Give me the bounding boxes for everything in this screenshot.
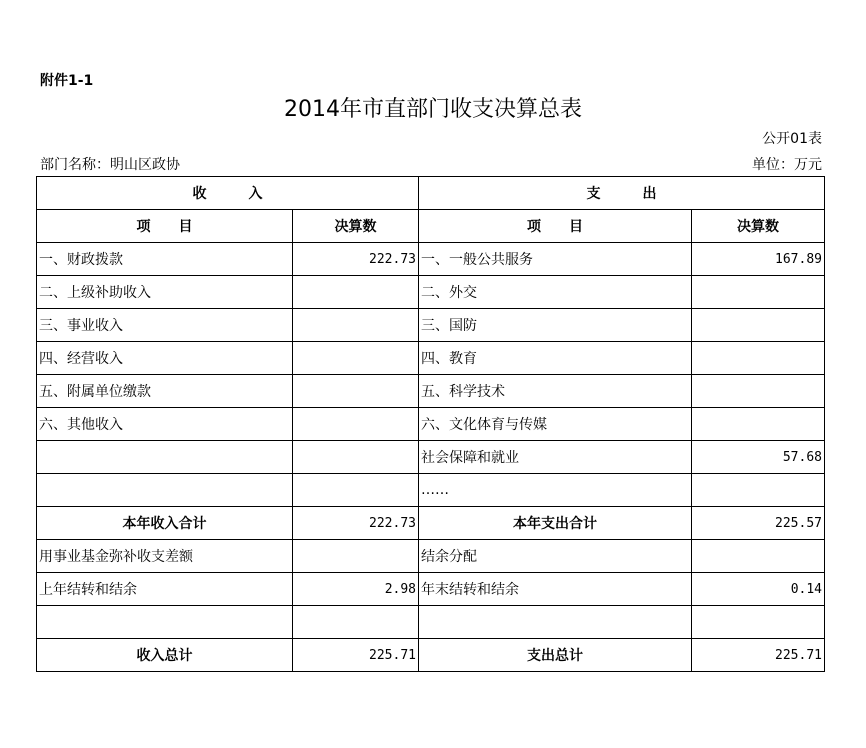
page-title: 2014年市直部门收支决算总表 [284,97,582,122]
income-item: 三、事业收入 [37,309,293,342]
table-row [37,606,825,639]
table-row [37,408,825,441]
table-row [37,375,825,408]
income-amount [293,375,419,408]
income-amount [293,408,419,441]
expense-amount [692,540,825,573]
income-amount: 222.73 [293,243,419,276]
expense-item: …… [419,474,692,507]
expense-amount [692,342,825,375]
expense-item [419,606,692,639]
summary-table [36,176,825,672]
expense-item: 一、一般公共服务 [419,243,692,276]
income-item [37,474,293,507]
attachment-label: 附件1-1 [40,73,94,89]
department-name: 部门名称：明山区政协 [40,157,180,173]
table-row [37,243,825,276]
table-row [37,309,825,342]
income-item: 五、附属单位缴款 [37,375,293,408]
income-total-label: 收入总计 [37,639,293,672]
column-header-row [37,210,825,243]
expense-item-header: 项 目 [419,210,692,243]
income-item: 六、其他收入 [37,408,293,441]
income-item: 二、上级补助收入 [37,276,293,309]
income-amount [293,342,419,375]
expense-amount [692,309,825,342]
expense-item: 三、国防 [419,309,692,342]
section-header-row [37,177,825,210]
income-item [37,441,293,474]
expense-subtotal-label: 本年支出合计 [419,507,692,540]
expense-total-amount: 225.71 [692,639,825,672]
expense-item: 年末结转和结余 [419,573,692,606]
income-total-amount: 225.71 [293,639,419,672]
table-row [37,540,825,573]
income-item: 用事业基金弥补收支差额 [37,540,293,573]
expense-item: 社会保障和就业 [419,441,692,474]
expense-amount [692,474,825,507]
expense-item: 五、科学技术 [419,375,692,408]
expense-subtotal-amount: 225.57 [692,507,825,540]
expense-total-label: 支出总计 [419,639,692,672]
income-item: 上年结转和结余 [37,573,293,606]
income-amount [293,276,419,309]
expense-amount [692,276,825,309]
table-row [37,441,825,474]
unit-label: 单位：万元 [752,157,822,173]
expense-item: 四、教育 [419,342,692,375]
subtotal-row [37,507,825,540]
income-item: 四、经营收入 [37,342,293,375]
income-amount [293,474,419,507]
income-amount [293,309,419,342]
income-amount-header: 决算数 [293,210,419,243]
total-row [37,639,825,672]
expense-item: 二、外交 [419,276,692,309]
table-row [37,573,825,606]
income-subtotal-amount: 222.73 [293,507,419,540]
income-item-header: 项 目 [37,210,293,243]
income-amount: 2.98 [293,573,419,606]
expense-item: 六、文化体育与传媒 [419,408,692,441]
income-amount [293,606,419,639]
income-header: 收 入 [37,177,419,210]
expense-amount [692,408,825,441]
income-item [37,606,293,639]
table-row [37,474,825,507]
expense-amount [692,375,825,408]
table-row [37,276,825,309]
expense-header: 支 出 [419,177,825,210]
expense-amount: 0.14 [692,573,825,606]
table-row [37,342,825,375]
income-amount [293,540,419,573]
form-number: 公开01表 [762,131,822,147]
expense-item: 结余分配 [419,540,692,573]
income-item: 一、财政拨款 [37,243,293,276]
expense-amount [692,606,825,639]
expense-amount-header: 决算数 [692,210,825,243]
income-subtotal-label: 本年收入合计 [37,507,293,540]
expense-amount: 167.89 [692,243,825,276]
income-amount [293,441,419,474]
expense-amount: 57.68 [692,441,825,474]
